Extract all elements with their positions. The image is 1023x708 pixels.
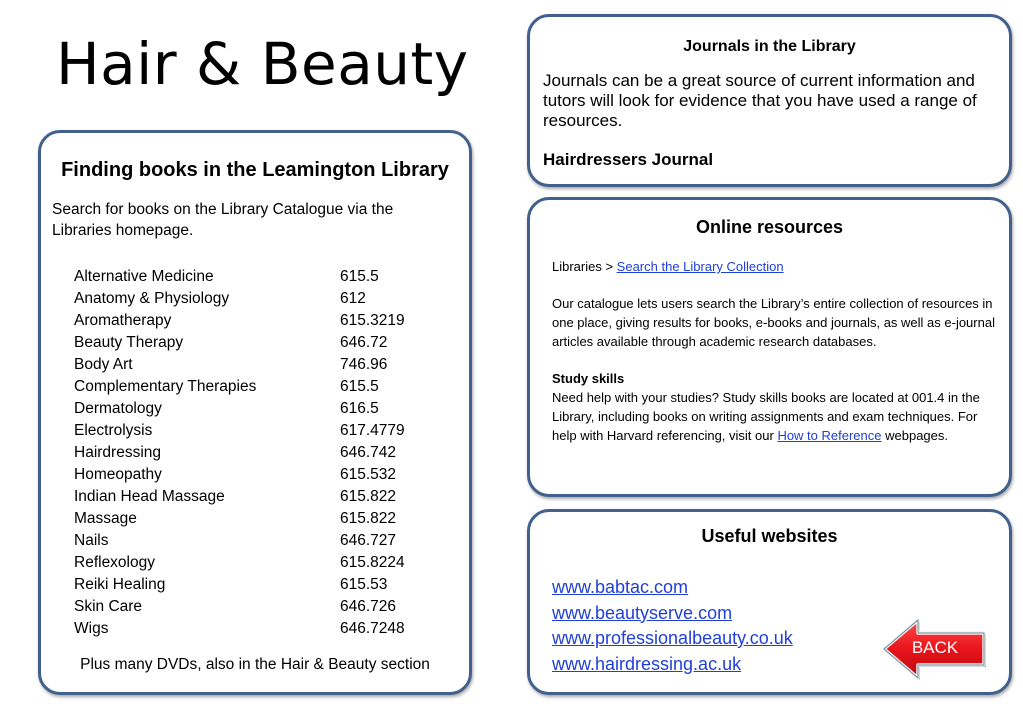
- subject-name: Complementary Therapies: [74, 378, 257, 395]
- books-intro: Search for books on the Library Catalogue via the Libraries homepage.: [52, 201, 394, 239]
- study-skills-body: Need help with your studies? Study skills books are located at 001.4 in the Library, including books on writing assignments and exam techniques. For help with Harvard referencing, visit our: [552, 390, 980, 443]
- website-link[interactable]: www.babtac.com: [552, 577, 689, 597]
- classmark-code: 746.96: [340, 356, 388, 373]
- subject-name: Reflexology: [74, 554, 155, 571]
- subject-name: Skin Care: [74, 598, 143, 615]
- website-link[interactable]: www.beautyserve.com: [552, 602, 733, 623]
- classmark-code: 615.5: [340, 378, 379, 395]
- classmark-row: [74, 332, 464, 354]
- how-to-reference-link[interactable]: How to Reference: [777, 428, 882, 443]
- subject-name: Alternative Medicine: [74, 268, 214, 285]
- classmark-row: [74, 354, 464, 376]
- subject-name: Nails: [74, 532, 109, 549]
- subject-name: Dermatology: [74, 400, 162, 417]
- online-heading: Online resources: [695, 217, 844, 237]
- study-skills-suffix: webpages.: [881, 428, 948, 443]
- classmark-code: 646.727: [340, 532, 397, 549]
- page-title: Hair & Beauty: [56, 30, 469, 98]
- classmark-row: [74, 288, 464, 310]
- subject-name: Anatomy & Physiology: [74, 290, 230, 307]
- classmark-row: [74, 376, 464, 398]
- classmark-code: 615.532: [340, 466, 397, 483]
- website-link[interactable]: www.hairdressing.ac.uk: [552, 653, 742, 674]
- classmark-row: [74, 508, 464, 530]
- classmark-code: 615.822: [340, 488, 397, 505]
- journals-panel: [527, 14, 1012, 187]
- classmark-code: 646.72: [340, 334, 388, 351]
- subject-name: Wigs: [74, 620, 109, 637]
- subject-name: Homeopathy: [74, 466, 162, 483]
- website-link[interactable]: www.professionalbeauty.co.uk: [552, 628, 793, 648]
- subject-name: Indian Head Massage: [74, 488, 225, 505]
- classmark-code: 615.822: [340, 510, 397, 527]
- study-skills-text: [552, 388, 1004, 445]
- back-label: BACK: [911, 638, 959, 657]
- back-button[interactable]: [880, 616, 990, 682]
- subject-name: Massage: [74, 510, 137, 527]
- classmark-code: 615.8224: [340, 554, 405, 571]
- classmark-code: 646.742: [340, 444, 397, 461]
- catalogue-text: Our catalogue lets users search the Library’s entire collection of resources in one place, giving results for books, e-books and journals, as well as e-journal articles available through academic research databases.: [552, 296, 995, 349]
- classmark-row: [74, 596, 464, 618]
- books-panel: [38, 130, 472, 695]
- classmark-row: [74, 442, 464, 464]
- books-heading: Finding books in the Leamington Library: [61, 159, 449, 181]
- online-resources-panel: [527, 197, 1012, 497]
- website-links: [552, 575, 793, 677]
- classmark-row: [74, 552, 464, 574]
- classmark-code: 615.5: [340, 268, 379, 285]
- journals-body: Journals can be a great source of current information and tutors will look for evidence that you have used a range of resources.: [543, 71, 977, 130]
- classmark-row: [74, 618, 464, 640]
- classmark-code: 617.4779: [340, 422, 405, 439]
- classmark-row: [74, 266, 464, 288]
- websites-heading: Useful websites: [701, 526, 838, 546]
- subject-name: Body Art: [74, 356, 133, 373]
- subject-name: Electrolysis: [74, 422, 153, 439]
- search-collection-link[interactable]: Search the Library Collection: [616, 259, 784, 274]
- journal-name: Hairdressers Journal: [543, 150, 714, 169]
- books-outro: Plus many DVDs, also in the Hair & Beauty section: [80, 656, 430, 673]
- classmark-row: [74, 310, 464, 332]
- classmark-list: [74, 266, 464, 640]
- classmark-code: 615.53: [340, 576, 388, 593]
- classmark-row: [74, 530, 464, 552]
- classmark-code: 646.726: [340, 598, 397, 615]
- breadcrumb: [552, 257, 1004, 276]
- breadcrumb-prefix: Libraries >: [552, 259, 617, 274]
- classmark-row: [74, 574, 464, 596]
- subject-name: Aromatherapy: [74, 312, 172, 329]
- classmark-code: 612: [340, 290, 366, 307]
- subject-name: Reiki Healing: [74, 576, 166, 593]
- journals-heading: Journals in the Library: [683, 38, 856, 55]
- classmark-row: [74, 486, 464, 508]
- classmark-code: 615.3219: [340, 312, 405, 329]
- classmark-row: [74, 398, 464, 420]
- subject-name: Beauty Therapy: [74, 334, 184, 351]
- classmark-row: [74, 464, 464, 486]
- subject-name: Hairdressing: [74, 444, 162, 461]
- classmark-code: 646.7248: [340, 620, 405, 637]
- classmark-code: 616.5: [340, 400, 379, 417]
- classmark-row: [74, 420, 464, 442]
- study-skills-heading: Study skills: [552, 371, 625, 386]
